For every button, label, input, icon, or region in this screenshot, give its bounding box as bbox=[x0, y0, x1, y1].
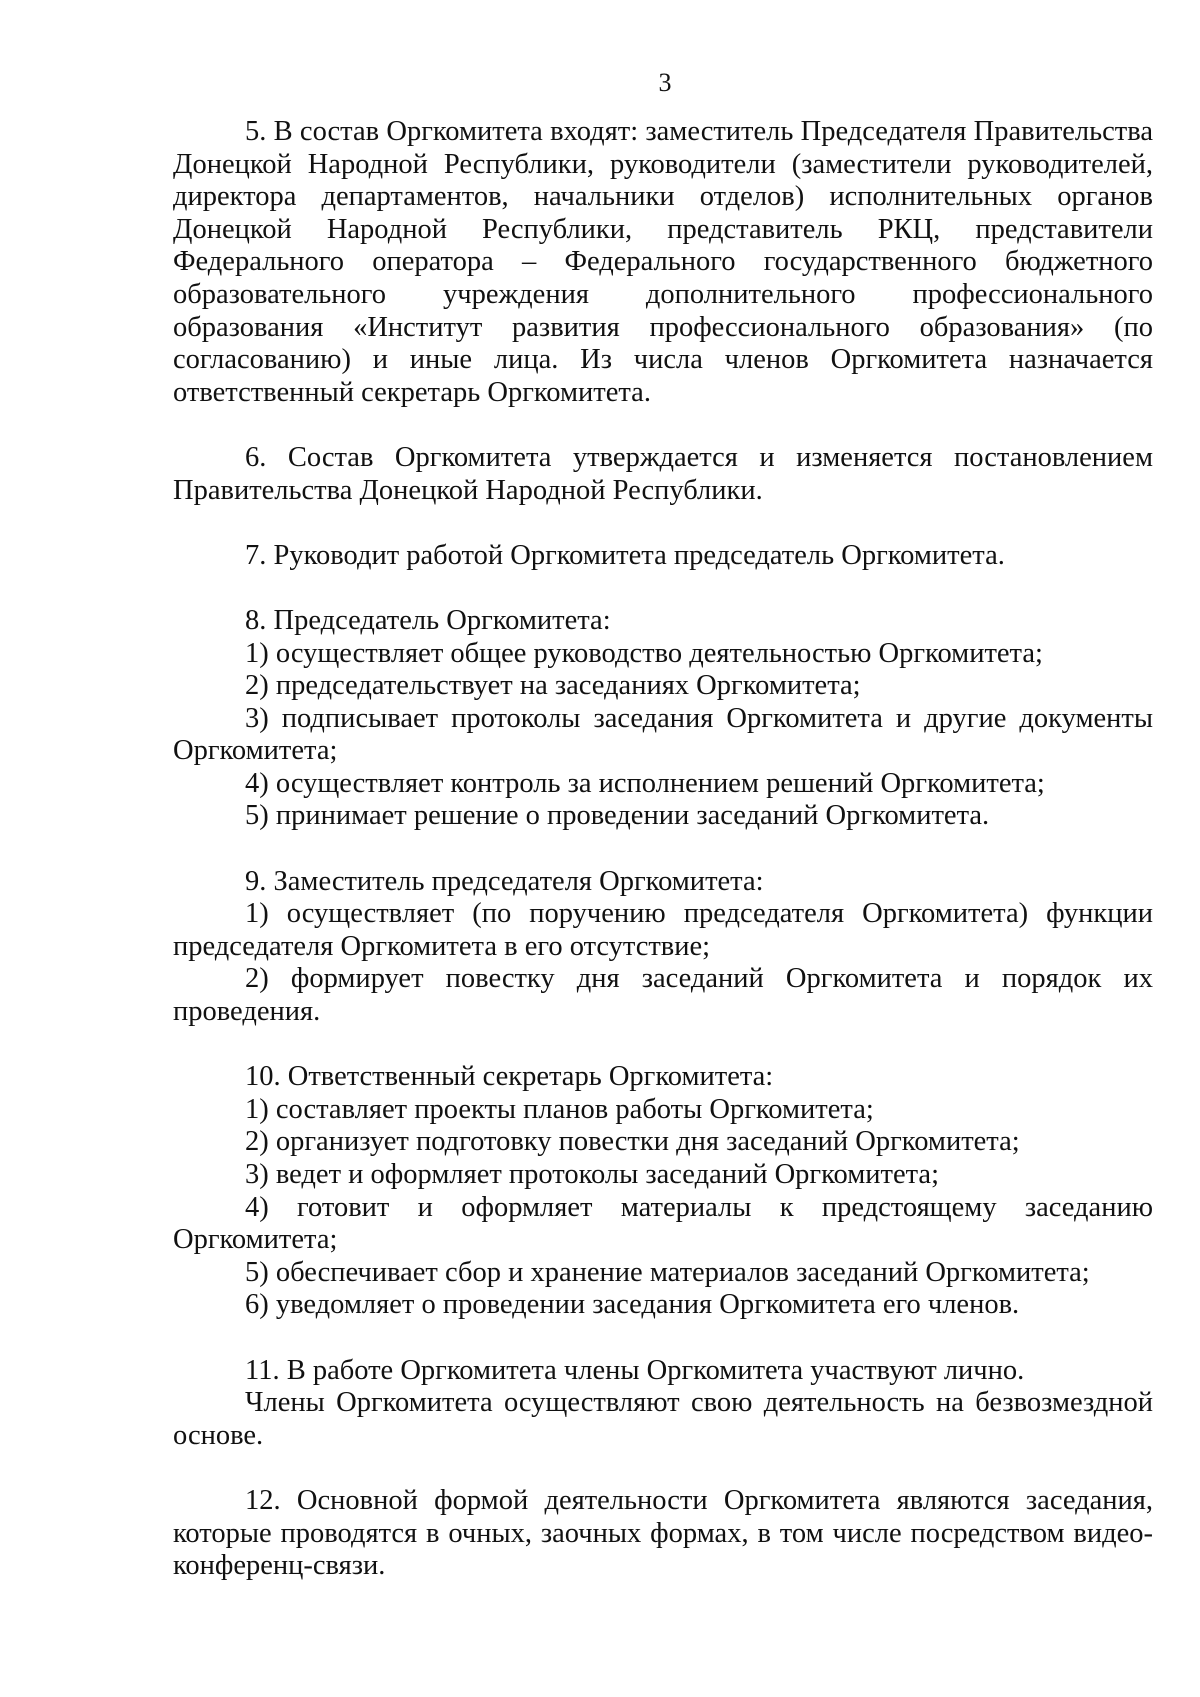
list-item-10-6: 6) уведомляет о проведении заседания Оргкомитета его членов. bbox=[245, 1289, 1020, 1321]
paragraph-6: 6. Состав Оргкомитета утверждается и изменяется постановлением Правительства Донецкой Народной Республики. bbox=[173, 441, 1153, 506]
paragraph-spacer bbox=[173, 1322, 1153, 1355]
paragraph-12: 12. Основной формой деятельности Оргкомитета являются заседания, которые проводятся в очных, заочных формах, в том числе посредством видео-конференц-связи. bbox=[173, 1484, 1153, 1582]
paragraph-7: 7. Руководит работой Оргкомитета председатель Оргкомитета. bbox=[245, 539, 1005, 571]
list-item-8-4: 4) осуществляет контроль за исполнением решений Оргкомитета; bbox=[245, 767, 1045, 799]
list-item-10-2: 2) организует подготовку повестки дня заседаний Оргкомитета; bbox=[245, 1126, 1020, 1158]
paragraph-spacer bbox=[173, 833, 1153, 866]
paragraph-11: 11. В работе Оргкомитета члены Оргкомитета участвуют лично. bbox=[245, 1354, 1025, 1386]
paragraph-spacer bbox=[173, 1452, 1153, 1485]
paragraph-10: 10. Ответственный секретарь Оргкомитета: bbox=[245, 1061, 774, 1093]
paragraph-spacer bbox=[173, 409, 1153, 442]
list-item-9-1: 1) осуществляет (по поручению председателя Оргкомитета) функции председателя Оргкомитета в его отсутствие; bbox=[173, 898, 1153, 962]
document-body bbox=[173, 116, 1153, 1583]
paragraph-11-continuation: Члены Оргкомитета осуществляют свою деятельность на безвозмездной основе. bbox=[173, 1387, 1153, 1451]
list-item-8-1: 1) осуществляет общее руководство деятельностью Оргкомитета; bbox=[245, 637, 1043, 669]
paragraph-5: 5. В состав Оргкомитета входят: заместитель Председателя Правительства Донецкой Народной Республики, руководители (заместители руководителей, директора департаментов, начальники отделов) исполнительных органов Донецкой Народной Республики, представитель РКЦ, представители Федерального оператора – Федерального государственного бюджетного образовательного учреждения дополнительного профессионального образования «Институт развития профессионального образования» (по согласованию) и иные лица. Из числа членов Оргкомитета назначается ответственный секретарь Оргкомитета. bbox=[173, 116, 1153, 408]
paragraph-spacer bbox=[173, 572, 1153, 605]
list-item-10-3: 3) ведет и оформляет протоколы заседаний Оргкомитета; bbox=[245, 1159, 939, 1190]
list-item-8-5: 5) принимает решение о проведении заседаний Оргкомитета. bbox=[245, 800, 990, 832]
list-item-10-1: 1) составляет проекты планов работы Оргкомитета; bbox=[245, 1093, 874, 1125]
paragraph-spacer bbox=[173, 507, 1153, 540]
paragraph-8: 8. Председатель Оргкомитета: bbox=[245, 604, 611, 636]
paragraph-spacer bbox=[173, 1029, 1153, 1062]
list-item-9-2: 2) формирует повестку дня заседаний Оргкомитета и порядок их проведения. bbox=[173, 963, 1153, 1028]
list-item-10-5: 5) обеспечивает сбор и хранение материалов заседаний Оргкомитета; bbox=[245, 1256, 1090, 1288]
page-number: 3 bbox=[658, 68, 672, 97]
list-item-8-2: 2) председательствует на заседаниях Оргкомитета; bbox=[245, 670, 861, 702]
list-item-10-4: 4) готовит и оформляет материалы к предстоящему заседанию Оргкомитета; bbox=[173, 1191, 1153, 1256]
paragraph-9: 9. Заместитель председателя Оргкомитета: bbox=[245, 865, 764, 897]
list-item-8-3: 3) подписывает протоколы заседания Оргкомитета и другие документы Оргкомитета; bbox=[173, 702, 1153, 767]
